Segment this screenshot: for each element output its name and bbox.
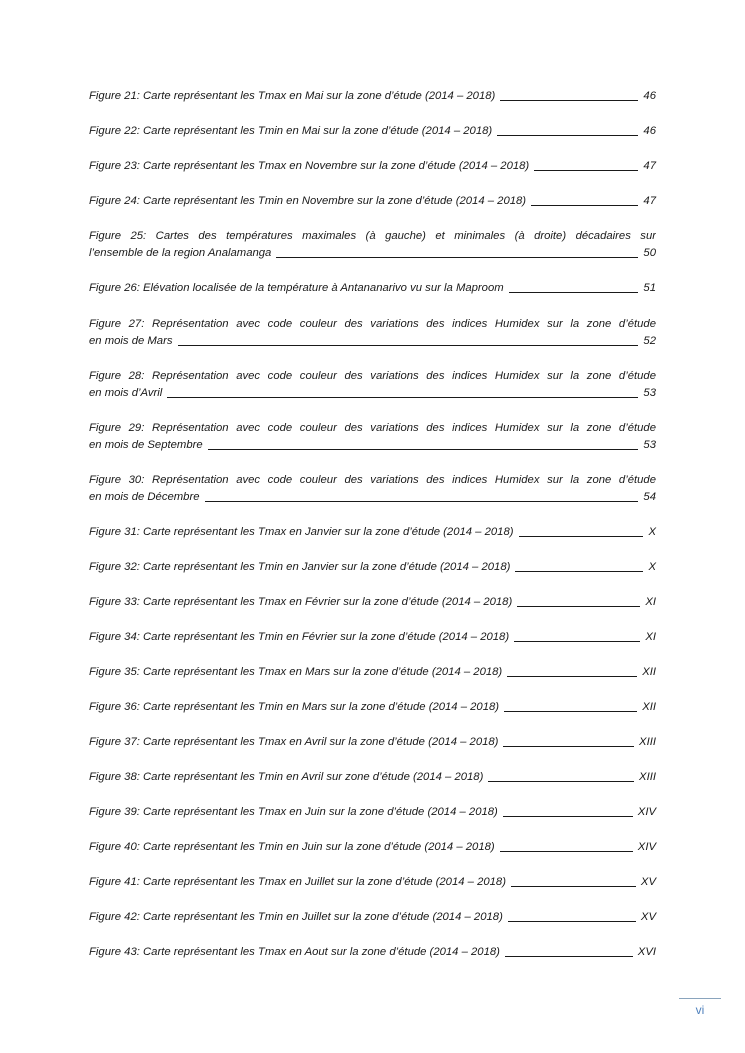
leader-line bbox=[534, 170, 638, 171]
toc-entry[interactable] bbox=[89, 368, 656, 402]
toc-entry[interactable] bbox=[89, 769, 656, 786]
toc-entry[interactable] bbox=[89, 88, 656, 105]
leader-line bbox=[531, 205, 638, 206]
leader-line bbox=[276, 257, 638, 258]
entry-page: XV bbox=[640, 876, 656, 888]
entry-title: Figure 21: Carte représentant les Tmax en Mai sur la zone d’étude (2014 – 2018) bbox=[89, 90, 496, 102]
entry-title: Figure 24: Carte représentant les Tmin en Novembre sur la zone d’étude (2014 – 2018) bbox=[89, 195, 527, 207]
entry-title: l’ensemble de la region Analamanga bbox=[89, 247, 272, 259]
toc-entry[interactable] bbox=[89, 559, 656, 576]
entry-title: Figure 41: Carte représentant les Tmax en Juillet sur la zone d’étude (2014 – 2018) bbox=[89, 876, 506, 888]
entry-title: Figure 26: Elévation localisée de la température à Antananarivo vu sur la Maproom bbox=[89, 282, 504, 294]
toc-entry[interactable] bbox=[89, 699, 656, 716]
entry-title: Figure 43: Carte représentant les Tmax en Aout sur la zone d’étude (2014 – 2018) bbox=[89, 946, 500, 958]
entry-title-line1: Figure 27: Représentation avec code couleur des variations des indices Humidex sur la zone d’étude bbox=[89, 318, 656, 330]
leader-line bbox=[507, 676, 637, 677]
leader-line bbox=[514, 641, 640, 642]
toc-entry[interactable] bbox=[89, 228, 656, 262]
entry-title: en mois de Mars bbox=[89, 335, 173, 347]
entry-title: Figure 42: Carte représentant les Tmin en Juillet sur la zone d’étude (2014 – 2018) bbox=[89, 911, 503, 923]
entry-title: Figure 23: Carte représentant les Tmax en Novembre sur la zone d’étude (2014 – 2018) bbox=[89, 160, 530, 172]
entry-page: X bbox=[648, 526, 656, 538]
leader-line bbox=[515, 571, 643, 572]
toc-entry[interactable] bbox=[89, 193, 656, 210]
leader-line bbox=[505, 956, 633, 957]
entry-page: XI bbox=[645, 631, 656, 643]
entry-page: XII bbox=[642, 666, 656, 678]
entry-page: XIII bbox=[639, 771, 656, 783]
leader-line bbox=[497, 135, 638, 136]
entry-page: 47 bbox=[643, 195, 656, 207]
toc-entry[interactable] bbox=[89, 524, 656, 541]
entry-title: Figure 38: Carte représentant les Tmin en Avril sur zone d’étude (2014 – 2018) bbox=[89, 771, 484, 783]
leader-line bbox=[178, 345, 639, 346]
entry-page: XI bbox=[645, 596, 656, 608]
toc-entry[interactable] bbox=[89, 804, 656, 821]
page-number: vi bbox=[695, 1003, 705, 1017]
entry-page: XIV bbox=[637, 841, 656, 853]
toc-entry[interactable] bbox=[89, 158, 656, 175]
entry-page: 53 bbox=[643, 387, 656, 399]
entry-page: 47 bbox=[643, 160, 656, 172]
toc-entry[interactable] bbox=[89, 874, 656, 891]
entry-page: 50 bbox=[643, 247, 656, 259]
leader-line bbox=[488, 781, 634, 782]
leader-line bbox=[509, 292, 639, 293]
leader-line bbox=[504, 711, 637, 712]
leader-line bbox=[500, 100, 638, 101]
entry-page: 51 bbox=[643, 282, 656, 294]
leader-line bbox=[519, 536, 644, 537]
entry-page: 53 bbox=[643, 439, 656, 451]
entry-page: XIII bbox=[639, 736, 656, 748]
entry-page: 46 bbox=[643, 90, 656, 102]
leader-line bbox=[503, 816, 633, 817]
leader-line bbox=[511, 886, 636, 887]
entry-title-line1: Figure 29: Représentation avec code couleur des variations des indices Humidex sur la zone d’étude bbox=[89, 422, 656, 434]
entry-page: 52 bbox=[643, 335, 656, 347]
leader-line bbox=[167, 397, 638, 398]
entry-title: Figure 36: Carte représentant les Tmin en Mars sur la zone d’étude (2014 – 2018) bbox=[89, 701, 500, 713]
leader-line bbox=[503, 746, 634, 747]
toc-entry[interactable] bbox=[89, 944, 656, 961]
entry-page: XV bbox=[640, 911, 656, 923]
toc-entry[interactable] bbox=[89, 472, 656, 506]
entry-page: XIV bbox=[637, 806, 656, 818]
entry-title-line1: Figure 30: Représentation avec code couleur des variations des indices Humidex sur la zone d’étude bbox=[89, 474, 656, 486]
entry-title: en mois de Septembre bbox=[89, 439, 203, 451]
entry-title: Figure 35: Carte représentant les Tmax en Mars sur la zone d’étude (2014 – 2018) bbox=[89, 666, 503, 678]
toc-entry[interactable] bbox=[89, 280, 656, 297]
toc-entry[interactable] bbox=[89, 664, 656, 681]
entry-title: Figure 32: Carte représentant les Tmin en Janvier sur la zone d’étude (2014 – 2018) bbox=[89, 561, 511, 573]
leader-line bbox=[517, 606, 640, 607]
entry-title: Figure 33: Carte représentant les Tmax en Février sur la zone d’étude (2014 – 2018) bbox=[89, 596, 513, 608]
toc-entry[interactable] bbox=[89, 734, 656, 751]
entry-page: XII bbox=[642, 701, 656, 713]
footer-divider bbox=[679, 998, 721, 999]
entry-title-line1: Figure 28: Représentation avec code couleur des variations des indices Humidex sur la zone d’étude bbox=[89, 370, 656, 382]
entry-title: en mois d’Avril bbox=[89, 387, 163, 399]
leader-line bbox=[508, 921, 636, 922]
entry-title: Figure 31: Carte représentant les Tmax en Janvier sur la zone d’étude (2014 – 2018) bbox=[89, 526, 514, 538]
entry-page: 46 bbox=[643, 125, 656, 137]
toc-entry[interactable] bbox=[89, 123, 656, 140]
entry-title: Figure 40: Carte représentant les Tmin en Juin sur la zone d’étude (2014 – 2018) bbox=[89, 841, 495, 853]
toc-entry[interactable] bbox=[89, 594, 656, 611]
entry-title: Figure 37: Carte représentant les Tmax en Avril sur la zone d’étude (2014 – 2018) bbox=[89, 736, 499, 748]
toc-entry[interactable] bbox=[89, 420, 656, 454]
leader-line bbox=[205, 501, 639, 502]
entry-title: en mois de Décembre bbox=[89, 491, 200, 503]
toc-entry[interactable] bbox=[89, 629, 656, 646]
entry-title-line1: Figure 25: Cartes des températures maximales (à gauche) et minimales (à droite) décadaires sur bbox=[89, 230, 656, 242]
leader-line bbox=[208, 449, 639, 450]
entry-title: Figure 39: Carte représentant les Tmax en Juin sur la zone d’étude (2014 – 2018) bbox=[89, 806, 498, 818]
entry-page: X bbox=[648, 561, 656, 573]
toc-entry[interactable] bbox=[89, 839, 656, 856]
entry-title: Figure 34: Carte représentant les Tmin en Février sur la zone d’étude (2014 – 2018) bbox=[89, 631, 510, 643]
toc-entry[interactable] bbox=[89, 316, 656, 350]
toc-entry[interactable] bbox=[89, 909, 656, 926]
entry-page: 54 bbox=[643, 491, 656, 503]
leader-line bbox=[500, 851, 633, 852]
entry-title: Figure 22: Carte représentant les Tmin en Mai sur la zone d’étude (2014 – 2018) bbox=[89, 125, 493, 137]
entry-page: XVI bbox=[637, 946, 656, 958]
